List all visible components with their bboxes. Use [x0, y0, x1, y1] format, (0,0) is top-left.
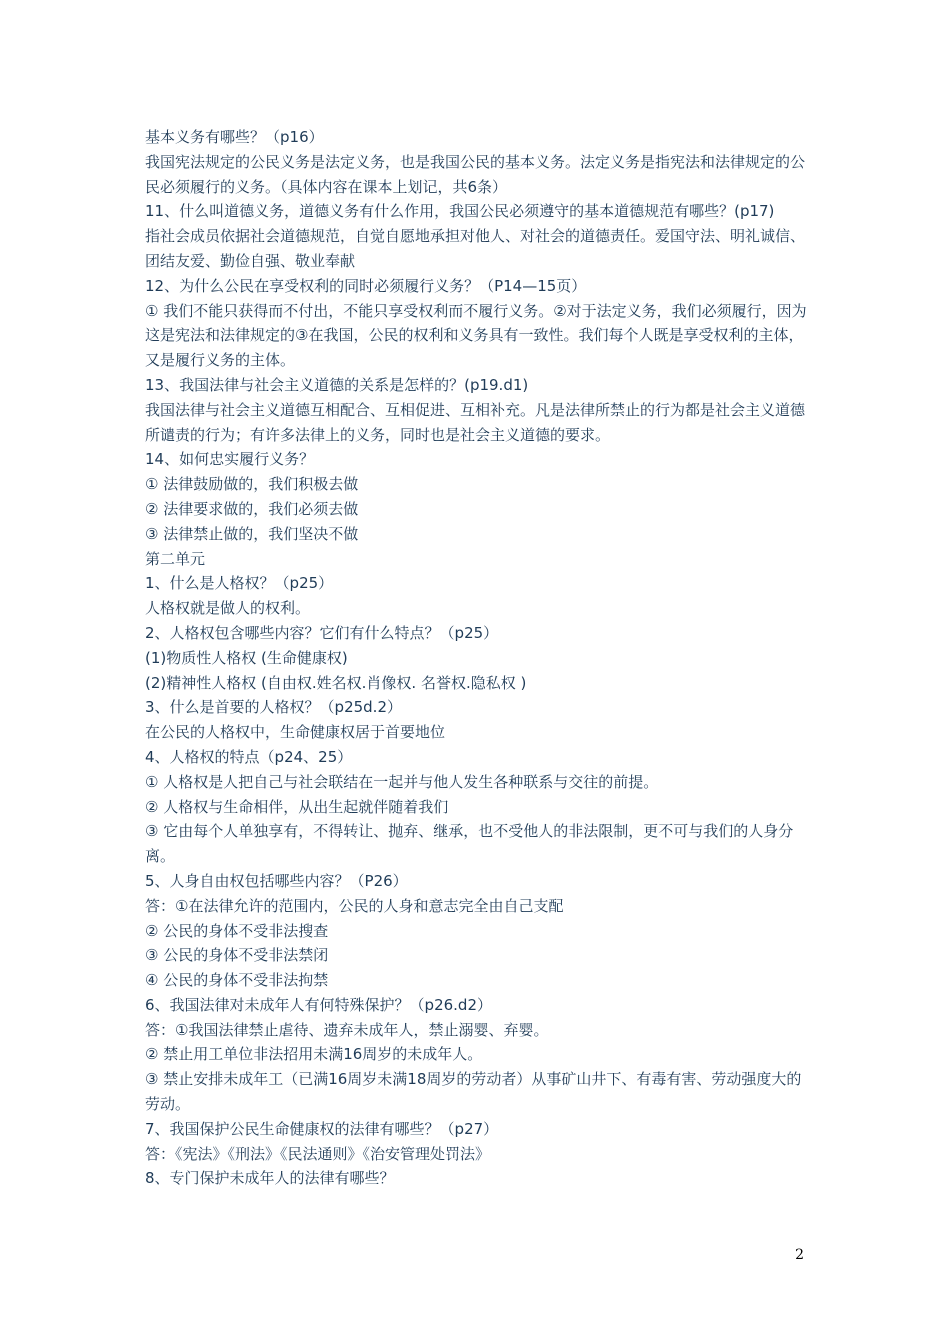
- list-item: ③ 禁止安排未成年工（已满16周岁未满18周岁的劳动者）从事矿山井下、有毒有害、劳动强度大的劳动。: [145, 1070, 802, 1114]
- question-heading: 3、什么是首要的人格权？（p25d.2）: [145, 698, 402, 717]
- text-line: 人格权就是做人的权利。: [145, 599, 311, 618]
- list-item: ① 法律鼓励做的，我们积极去做: [145, 475, 359, 494]
- text-paragraph: 我国法律与社会主义道德互相配合、互相促进、互相补充。凡是法律所禁止的行为都是社会主义道德所谴责的行为；有许多法律上的义务，同时也是社会主义道德的要求。: [145, 400, 806, 444]
- list-item: (1)物质性人格权 (生命健康权): [145, 648, 348, 667]
- list-item: ② 禁止用工单位非法招用未满16周岁的未成年人。: [145, 1045, 483, 1064]
- question-heading: 5、人身自由权包括哪些内容？（P26）: [145, 871, 408, 890]
- question-heading: 13、我国法律与社会主义道德的关系是怎样的？(p19.d1): [145, 375, 529, 394]
- question-heading: 11、什么叫道德义务，道德义务有什么作用，我国公民必须遵守的基本道德规范有哪些？(p17): [145, 202, 775, 221]
- question-heading: 6、我国法律对未成年人有何特殊保护？（p26.d2）: [145, 995, 492, 1014]
- text-line: 基本义务有哪些？（p16）: [145, 128, 324, 146]
- question-heading: 1、什么是人格权？（p25）: [145, 574, 334, 593]
- list-item: ② 法律要求做的，我们必须去做: [145, 499, 359, 518]
- list-item: 答：①我国法律禁止虐待、遗弃未成年人，禁止溺婴、弃婴。: [145, 1020, 549, 1039]
- list-item: ③ 它由每个人单独享有，不得转让、抛弃、继承，也不受他人的非法限制，更不可与我们的人身分离。: [145, 822, 794, 866]
- list-item: ② 公民的身体不受非法搜查: [145, 921, 329, 940]
- text-paragraph: ① 我们不能只获得而不付出，不能只享受权利而不履行义务。②对于法定义务，我们必须履行，因为这是宪法和法律规定的③在我国，公民的权利和义务具有一致性。我们每个人既是享受权利的主体，又是履行义务的主体。: [145, 301, 807, 370]
- list-item: ③ 公民的身体不受非法禁闭: [145, 946, 329, 965]
- page-number: 2: [795, 1247, 804, 1263]
- question-heading: 4、人格权的特点（p24、25）: [145, 747, 353, 766]
- text-line: 在公民的人格权中，生命健康权居于首要地位: [145, 723, 446, 742]
- list-item: ① 人格权是人把自己与社会联结在一起并与他人发生各种联系与交往的前提。: [145, 772, 659, 791]
- question-heading: 7、我国保护公民生命健康权的法律有哪些？（p27）: [145, 1119, 499, 1138]
- document-body: [145, 125, 815, 1191]
- text-line: 答：《宪法》《刑法》《民法通则》《治安管理处罚法》: [145, 1144, 491, 1163]
- list-item: ② 人格权与生命相伴，从出生起就伴随着我们: [145, 797, 449, 816]
- text-paragraph: 指社会成员依据社会道德规范，自觉自愿地承担对他人、对社会的道德责任。爱国守法、明礼诚信、团结友爱、勤俭自强、敬业奉献: [145, 227, 806, 270]
- list-item: 答：①在法律允许的范围内，公民的人身和意志完全由自己支配: [145, 896, 564, 915]
- question-heading: 2、人格权包含哪些内容？它们有什么特点？（p25）: [145, 623, 499, 642]
- question-heading: 8、专门保护未成年人的法律有哪些？: [145, 1169, 395, 1188]
- list-item: (2)精神性人格权 (自由权.姓名权.肖像权. 名誉权.隐私权 ): [145, 673, 527, 692]
- list-item: ④ 公民的身体不受非法拘禁: [145, 971, 329, 990]
- list-item: ③ 法律禁止做的，我们坚决不做: [145, 524, 359, 543]
- text-paragraph: 我国宪法规定的公民义务是法定义务，也是我国公民的基本义务。法定义务是指宪法和法律规定的公民必须履行的义务。（具体内容在课本上划记，共6条）: [145, 152, 806, 196]
- question-heading: 12、为什么公民在享受权利的同时必须履行义务？（P14—15页）: [145, 276, 587, 295]
- section-heading: 第二单元: [145, 549, 206, 568]
- question-heading: 14、如何忠实履行义务？: [145, 450, 315, 469]
